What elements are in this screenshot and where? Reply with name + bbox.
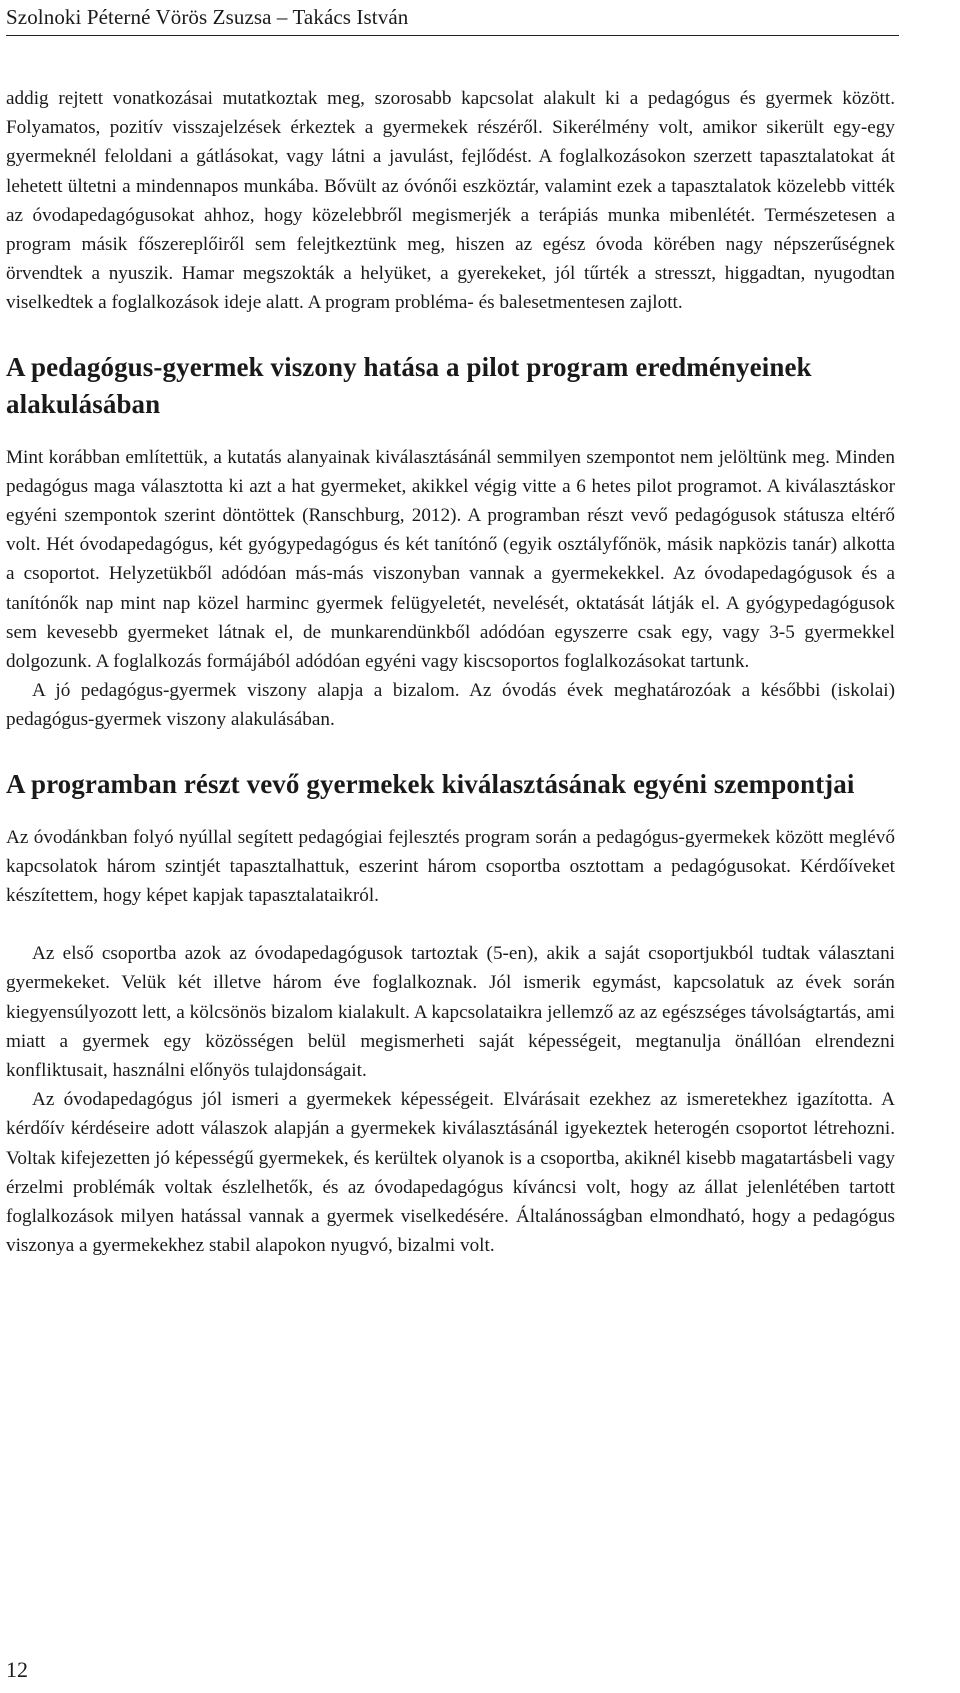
paragraph-selection-criteria: Mint korábban említettük, a kutatás alanyainak kiválasztásánál semmilyen szempontot nem jelöltünk meg. Minden pedagógus maga választotta ki azt a hat gyermeket, akikkel végig vitte a 6 hetes pilot programot. A kiválasztáskor egyéni szempontok szerint döntöttek (Ranschburg, 2012). A programban részt vevő pedagógusok státusza eltérő volt. Hét óvodapedagógus, két gyógypedagógus és két tanítónő (egyik osztályfőnök, másik napközis tanár) alkotta a csoportot. Helyzetükből adódóan más-más viszonyban vannak a gyermekekkel. Az óvodapedagógusok és a tanítónők nap mint nap közel harminc gyermek felügyeletét, nevelését, oktatását látják el. A gyógypedagógusok sem kevesebb gyermeket látnak el, de munkarendünkből adódóan egyszerre csak egy, vagy 3-5 gyermekkel dolgozunk. A foglalkozás formájából adódóan egyéni vagy kiscsoportos foglalkozásokat tartunk.	[6, 446, 895, 673]
paragraph-pedagogue-knowledge: Az óvodapedagógus jól ismeri a gyermekek képességeit. Elvárásait ezekhez az ismeretekhez igazította. A kérdőív kérdéseire adott válaszok alapján a gyermekek kiválasztásánál igyekeztek heterogén csoportot létrehozni. Voltak kifejezetten jó képességű gyermekek, és kerültek olyanok is a csoportba, akiknél kisebb magatartásbeli vagy érzelmi problémák voltak észlelhetők, és az óvodapedagógus kíváncsi volt, hogy az állat jelenlétében tartott foglalkozások milyen hatással vannak a gyermek viselkedésére. Általánosságban elmondható, hogy a pedagógus viszonya a gyermekekhez stabil alapokon nyugvó, bizalmi volt.	[6, 1089, 895, 1257]
page-body	[6, 84, 895, 1261]
section-heading-pedagogue-child-relation: A pedagógus-gyermek viszony hatása a pilot program eredményeinek alakulásában	[6, 351, 812, 419]
running-head: Szolnoki Péterné Vörös Zsuzsa – Takács István	[6, 2, 899, 36]
section-heading-selection-aspects: A programban részt vevő gyermekek kiválasztásának egyéni szempontjai	[6, 768, 855, 799]
paragraph-three-levels: Az óvodánkban folyó nyúllal segített pedagógiai fejlesztés program során a pedagógus-gyermekek között meglévő kapcsolatok három szintjét tapasztalhattuk, eszerint három csoportba osztottam a pedagógusokat. Kérdőíveket készítettem, hogy képet kapjak tapasztalataikról.	[6, 826, 895, 907]
paragraph-trust: A jó pedagógus-gyermek viszony alapja a bizalom. Az óvodás évek meghatározóak a későbbi (iskolai) pedagógus-gyermek viszony alakulásában.	[6, 680, 895, 731]
paragraph-continuation: addig rejtett vonatkozásai mutatkoztak meg, szorosabb kapcsolat alakult ki a pedagógus és gyermek között. Folyamatos, pozitív visszajelzések érkeztek a gyermekek részéről. Sikerélmény volt, amikor sikerült egy-egy gyermeknél feloldani a gátlásokat, vagy látni a javulást, fejlődést. A foglalkozásokon szerzett tapasztalatokat át lehetett ültetni a mindennapos munkába. Bővült az óvónői eszköztár, valamint ezek a tapasztalatok közelebb vitték az óvodapedagógusokat ahhoz, hogy közelebbről megismerjék a terápiás munka mibenlétét. Természetesen a program másik főszereplőiről sem felejtkeztünk meg, hiszen az egész óvoda körében nagy népszerűségnek örvendtek a nyuszik. Hamar megszokták a helyüket, a gyerekeket, jól tűrték a stresszt, higgadtan, nyugodtan viselkedtek a foglalkozások ideje alatt. A program probléma- és balesetmentesen zajlott.	[6, 88, 895, 314]
paragraph-first-group: Az első csoportba azok az óvodapedagógusok tartoztak (5-en), akik a saját csoportjukból tudtak választani gyermekeket. Velük két illetve három éve foglalkoznak. Jól ismerik egymást, kapcsolatuk az évek során kiegyensúlyozott lett, a kölcsönös bizalom kialakult. A kapcsolataikra jellemző az az egészséges távolságtartás, ami miatt a gyermek egy közösségen belül megismerheti saját képességeit, megtanulja önállóan elrendezni konfliktusait, használni előnyös tulajdonságait.	[6, 943, 895, 1082]
page-number: 12	[6, 1657, 28, 1682]
